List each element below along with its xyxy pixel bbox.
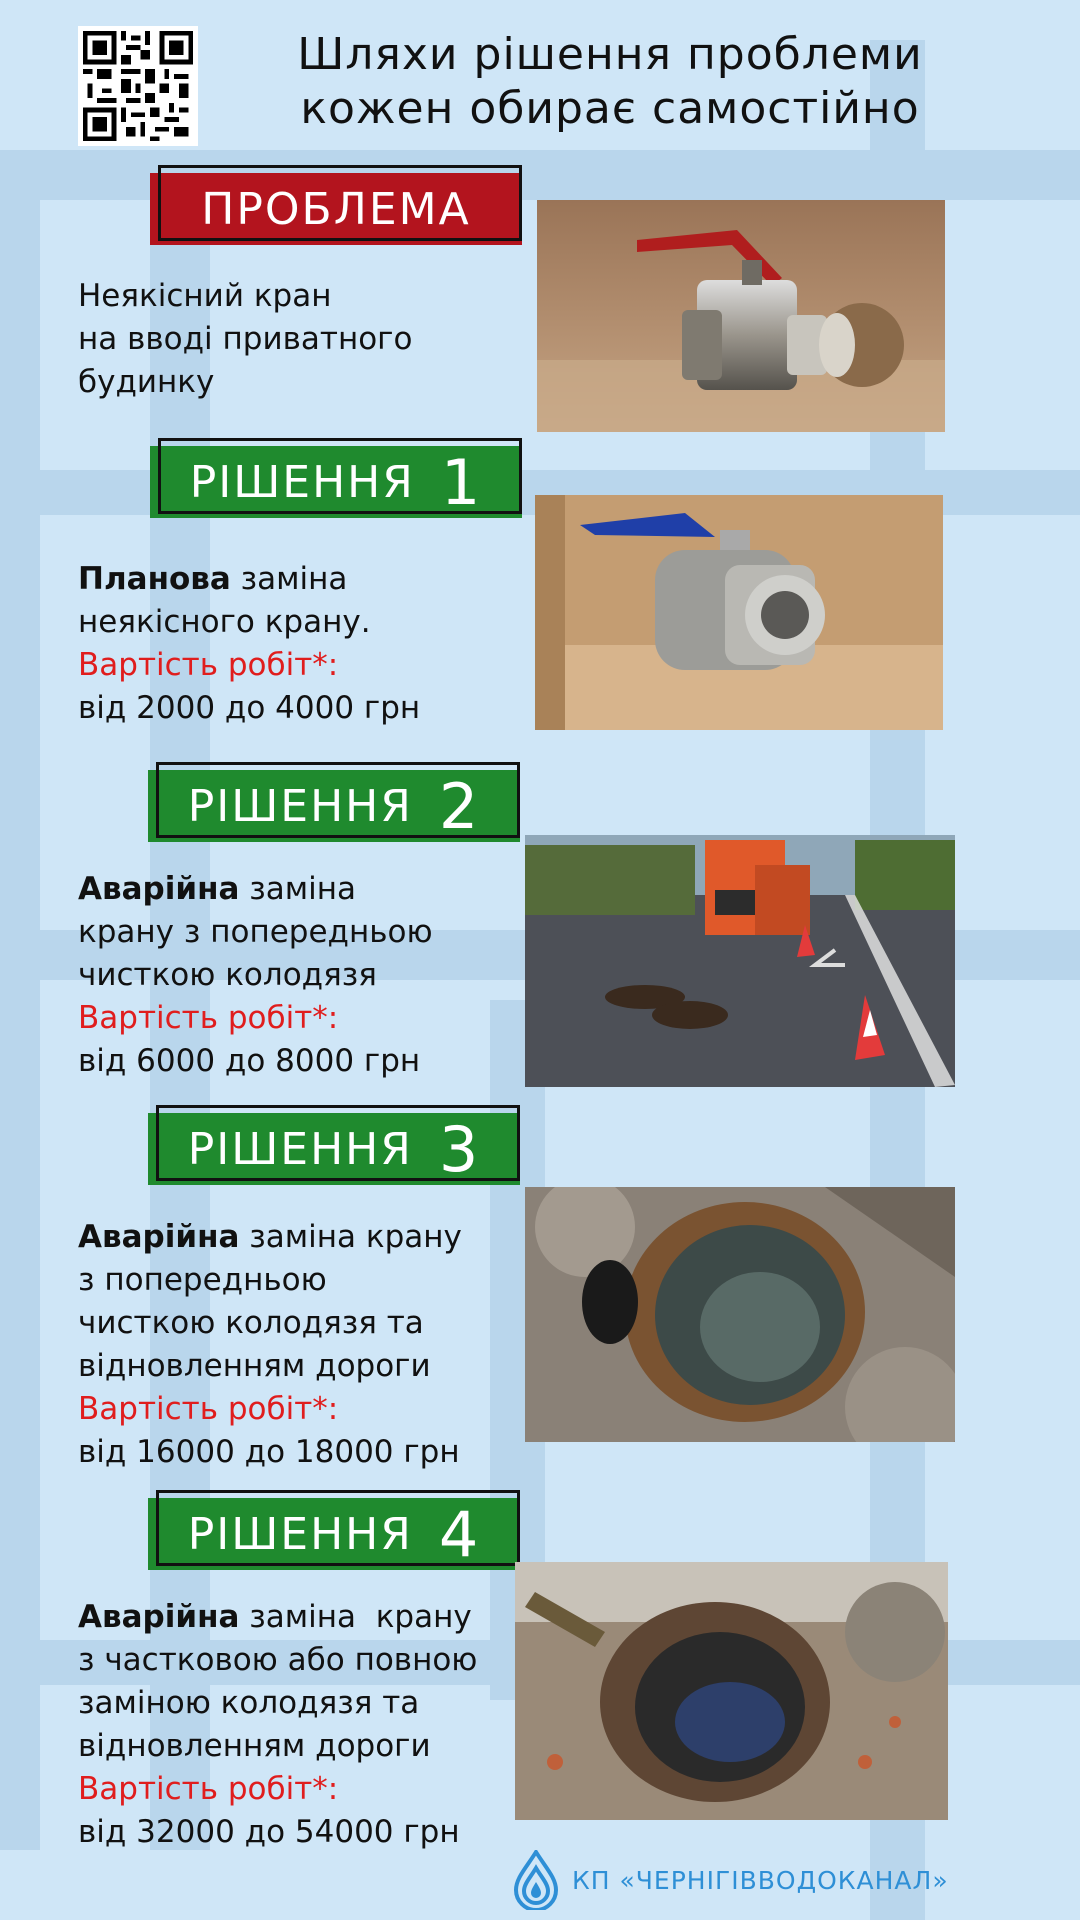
water-drop-icon bbox=[512, 1850, 560, 1910]
price-range: від 6000 до 8000 грн bbox=[78, 1043, 421, 1079]
damaged-well-photo bbox=[525, 1187, 955, 1442]
solution-banner-label: РІШЕННЯ bbox=[187, 1508, 413, 1560]
solution-3-banner bbox=[148, 1105, 520, 1185]
background-pipe bbox=[0, 150, 40, 1850]
cost-label: Вартість робіт*: bbox=[78, 1391, 339, 1427]
solution-1-description: Планова заміна неякісного крану. Вартість робіт*: від 2000 до 4000 грн bbox=[78, 558, 420, 730]
street-repair-photo bbox=[525, 835, 955, 1087]
cost-label: Вартість робіт*: bbox=[78, 1771, 339, 1807]
faulty-valve-photo bbox=[537, 200, 945, 432]
excavated-well-photo bbox=[515, 1562, 948, 1820]
problem-banner bbox=[150, 165, 522, 245]
cost-label: Вартість робіт*: bbox=[78, 1000, 339, 1036]
problem-description: Неякісний кран на вводі приватного будинку bbox=[78, 278, 413, 400]
solution-number: 4 bbox=[438, 1497, 481, 1571]
company-logo bbox=[512, 1850, 949, 1910]
solution-banner-label: РІШЕННЯ bbox=[189, 456, 415, 508]
solution-1-banner bbox=[150, 438, 522, 518]
solution-number: 3 bbox=[438, 1112, 481, 1186]
logo-text: КП «ЧЕРНІГІВВОДОКАНАЛ» bbox=[572, 1865, 949, 1895]
solution-4-banner bbox=[148, 1490, 520, 1570]
solution-number: 1 bbox=[440, 445, 483, 519]
solution-number: 2 bbox=[438, 769, 481, 843]
qr-code[interactable] bbox=[78, 26, 198, 146]
solution-type: Аварійна bbox=[78, 871, 240, 907]
price-range: від 32000 до 54000 грн bbox=[78, 1814, 460, 1850]
solution-banner-label: РІШЕННЯ bbox=[187, 780, 413, 832]
title-line: Шляхи рішення проблеми bbox=[297, 29, 923, 80]
solution-type: Аварійна bbox=[78, 1219, 240, 1255]
solution-2-description: Аварійна заміна крану з попередньою чисткою колодязя Вартість робіт*: від 6000 до 8000 грн bbox=[78, 868, 433, 1083]
problem-banner-label: ПРОБЛЕМА bbox=[201, 183, 471, 235]
solution-2-banner bbox=[148, 762, 520, 842]
page-title bbox=[250, 28, 970, 136]
solution-type: Планова bbox=[78, 561, 231, 597]
solution-type: Аварійна bbox=[78, 1599, 240, 1635]
solution-4-description: Аварійна заміна крану з частковою або повною заміною колодязя та відновленням дороги Вартість робіт*: від 32000 до 54000 грн bbox=[78, 1596, 477, 1854]
price-range: від 16000 до 18000 грн bbox=[78, 1434, 460, 1470]
solution-3-description: Аварійна заміна крану з попередньою чисткою колодязя та відновленням дороги Вартість робіт*: від 16000 до 18000 грн bbox=[78, 1216, 462, 1474]
new-valve-photo bbox=[535, 495, 943, 730]
solution-banner-label: РІШЕННЯ bbox=[187, 1123, 413, 1175]
cost-label: Вартість робіт*: bbox=[78, 647, 339, 683]
price-range: від 2000 до 4000 грн bbox=[78, 690, 421, 726]
title-line: кожен обирає самостійно bbox=[300, 83, 920, 134]
